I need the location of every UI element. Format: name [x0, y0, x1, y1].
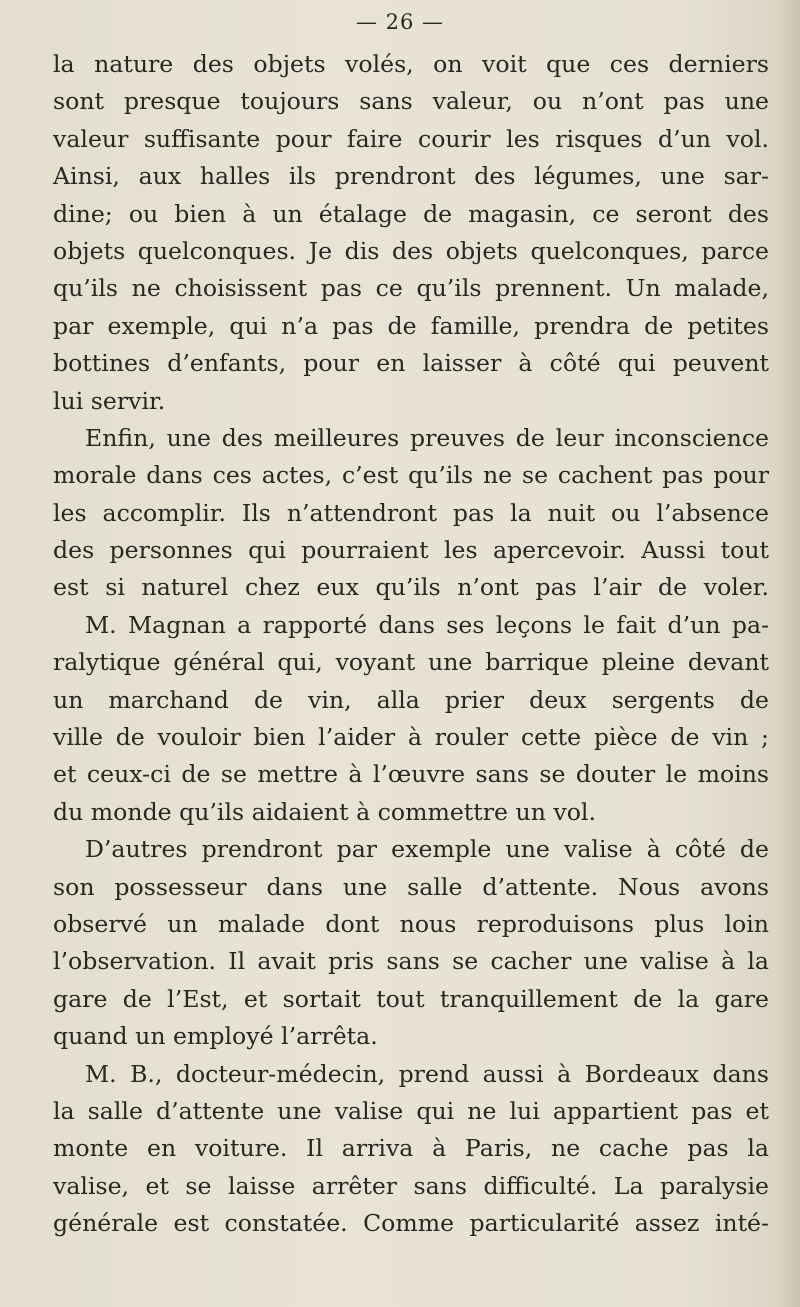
text-line: lui servir. [53, 386, 166, 415]
text-line: Enfin, une des meilleures preuves de leur inconscience [85, 423, 769, 452]
text-line: M. B., docteur-médecin, prend aussi à Bordeaux dans [85, 1059, 769, 1088]
text-line: objets quelconques. Je dis des objets quelconques, parce [53, 236, 769, 265]
text-line: ville de vouloir bien l’aider à rouler cette pièce de vin ; [53, 723, 769, 752]
text-line: la nature des objets volés, on voit que ces derniers [53, 50, 769, 78]
text-line: monte en voiture. Il arriva à Paris, ne cache pas la [53, 1134, 769, 1163]
text-line: ralytique général qui, voyant une barrique pleine devant [53, 648, 769, 677]
page-edge-shadow [778, 0, 800, 1307]
text-line: Ainsi, aux halles ils prendront des légumes, une sar- [53, 162, 769, 191]
body-text [53, 46, 769, 1243]
text-line: les accomplir. Ils n’attendront pas la nuit ou l’absence [53, 498, 769, 527]
text-line: l’observation. Il avait pris sans se cacher une valise à la [53, 947, 769, 976]
text-line: dine; ou bien à un étalage de magasin, ce seront des [53, 199, 769, 228]
text-line: gare de l’Est, et sortait tout tranquillement de la gare [53, 984, 769, 1013]
text-line: la salle d’attente une valise qui ne lui appartient pas et [53, 1096, 769, 1125]
text-line: observé un malade dont nous reproduisons plus loin [53, 909, 769, 938]
text-line: M. Magnan a rapporté dans ses leçons le fait d’un pa- [85, 610, 769, 639]
text-line: valise, et se laisse arrêter sans difficulté. La paralysie [53, 1171, 769, 1200]
text-line: un marchand de vin, alla prier deux sergents de [53, 685, 769, 714]
page-number: — 26 — [355, 10, 445, 34]
text-line: quand un employé l’arrêta. [53, 1022, 378, 1051]
text-line: qu’ils ne choisissent pas ce qu’ils prennent. Un malade, [53, 274, 769, 303]
text-line: générale est constatée. Comme particularité assez inté- [53, 1209, 769, 1238]
text-line: des personnes qui pourraient les apercevoir. Aussi tout [53, 536, 769, 565]
text-line: valeur suffisante pour faire courir les risques d’un vol. [53, 124, 769, 153]
text-line: est si naturel chez eux qu’ils n’ont pas l’air de voler. [53, 573, 769, 602]
text-line: et ceux-ci de se mettre à l’œuvre sans se douter le moins [53, 760, 769, 789]
text-line: du monde qu’ils aidaient à commettre un vol. [53, 797, 596, 826]
text-line: bottines d’enfants, pour en laisser à côté qui peuvent [53, 349, 769, 378]
text-line: D’autres prendront par exemple une valise à côté de [85, 835, 769, 864]
text-line: son possesseur dans une salle d’attente. Nous avons [53, 872, 769, 901]
text-line: morale dans ces actes, c’est qu’ils ne se cachent pas pour [53, 461, 769, 490]
text-line: sont presque toujours sans valeur, ou n’ont pas une [53, 87, 769, 116]
text-line: par exemple, qui n’a pas de famille, prendra de petites [53, 311, 769, 340]
